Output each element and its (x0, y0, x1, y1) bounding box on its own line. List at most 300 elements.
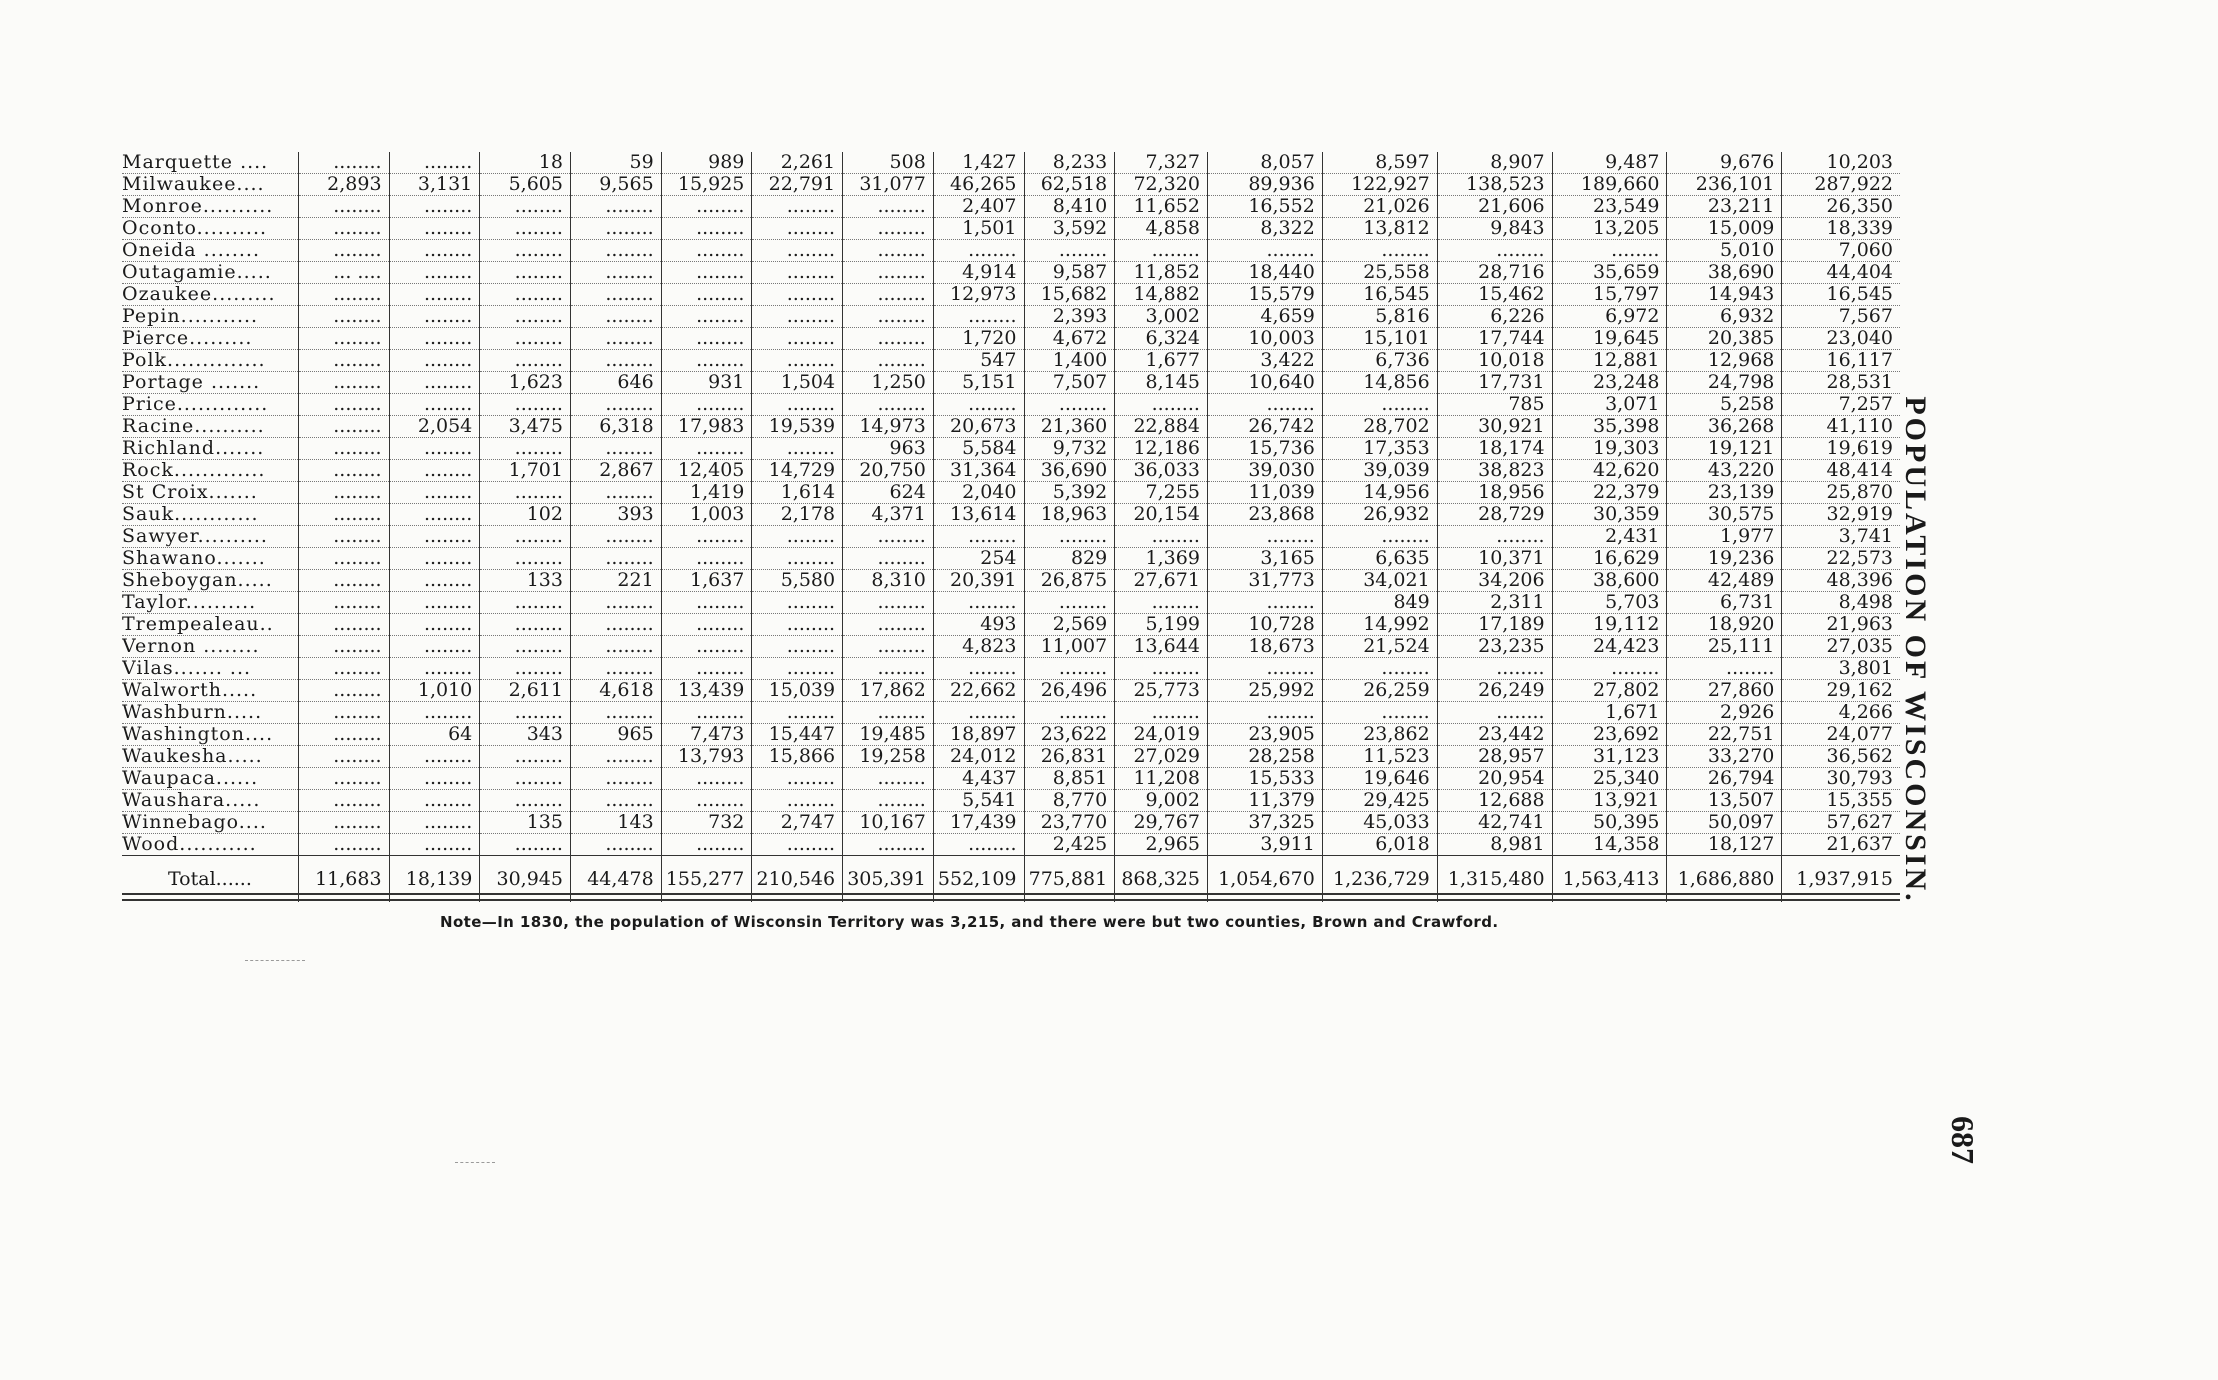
population-cell: ........ (843, 240, 934, 262)
table-row (122, 614, 1900, 636)
table-row (122, 724, 1900, 746)
population-cell: 25,558 (1322, 262, 1437, 284)
population-cell: 1,010 (389, 680, 480, 702)
population-cell: 37,325 (1207, 812, 1322, 834)
population-cell: ........ (933, 526, 1024, 548)
population-cell: 5,258 (1667, 394, 1782, 416)
population-cell: ........ (389, 702, 480, 724)
population-cell: ........ (298, 746, 389, 768)
population-cell: ........ (752, 702, 843, 724)
table-row (122, 592, 1900, 614)
population-cell: ........ (843, 834, 934, 856)
population-cell: 11,652 (1115, 196, 1208, 218)
population-cell: ........ (389, 636, 480, 658)
population-cell: 15,009 (1667, 218, 1782, 240)
table-row (122, 460, 1900, 482)
population-cell: 12,405 (661, 460, 752, 482)
table-row (122, 218, 1900, 240)
population-cell: 4,672 (1024, 328, 1115, 350)
population-cell: 26,932 (1322, 504, 1437, 526)
population-cell: ........ (389, 526, 480, 548)
population-cell: ........ (1207, 394, 1322, 416)
table-row (122, 658, 1900, 680)
population-cell: 24,019 (1115, 724, 1208, 746)
population-cell: 13,793 (661, 746, 752, 768)
population-cell: 5,605 (480, 174, 571, 196)
population-cell: 26,259 (1322, 680, 1437, 702)
population-cell: ........ (389, 438, 480, 460)
population-cell: ........ (752, 526, 843, 548)
population-cell: 23,040 (1782, 328, 1900, 350)
population-cell: 4,618 (570, 680, 661, 702)
population-cell: 62,518 (1024, 174, 1115, 196)
population-cell: 13,439 (661, 680, 752, 702)
population-cell: 24,423 (1552, 636, 1667, 658)
population-cell: 9,487 (1552, 152, 1667, 174)
population-cell: 4,266 (1782, 702, 1900, 724)
population-cell: ........ (389, 812, 480, 834)
population-cell: 28,258 (1207, 746, 1322, 768)
population-cell: ........ (570, 702, 661, 724)
population-cell: 23,139 (1667, 482, 1782, 504)
population-cell: 8,057 (1207, 152, 1322, 174)
population-cell: 18,956 (1437, 482, 1552, 504)
population-cell: 31,077 (843, 174, 934, 196)
table-row (122, 790, 1900, 812)
county-name: Winnebago.... (122, 812, 298, 834)
population-cell: 963 (843, 438, 934, 460)
population-cell: ........ (1024, 394, 1115, 416)
total-cell: 18,139 (389, 856, 480, 903)
county-name: Washburn..... (122, 702, 298, 724)
population-cell: 89,936 (1207, 174, 1322, 196)
county-name: Pierce......... (122, 328, 298, 350)
population-cell: 26,496 (1024, 680, 1115, 702)
population-cell: ........ (933, 592, 1024, 614)
population-cell: 26,350 (1782, 196, 1900, 218)
population-cell: 13,614 (933, 504, 1024, 526)
population-cell: ........ (389, 372, 480, 394)
population-cell: 41,110 (1782, 416, 1900, 438)
county-name: Waushara..... (122, 790, 298, 812)
total-cell: 775,881 (1024, 856, 1115, 903)
population-cell: ........ (298, 218, 389, 240)
population-cell: ........ (298, 152, 389, 174)
county-name: Sawyer.......... (122, 526, 298, 548)
table-row (122, 482, 1900, 504)
population-cell: 36,690 (1024, 460, 1115, 482)
population-cell: 16,552 (1207, 196, 1322, 218)
population-cell: 21,637 (1782, 834, 1900, 856)
population-cell: ........ (752, 790, 843, 812)
population-cell: 9,843 (1437, 218, 1552, 240)
population-cell: 14,992 (1322, 614, 1437, 636)
population-cell: 20,673 (933, 416, 1024, 438)
population-cell: 12,881 (1552, 350, 1667, 372)
table-row (122, 834, 1900, 856)
population-cell: ........ (843, 394, 934, 416)
population-cell: 3,165 (1207, 548, 1322, 570)
population-cell: ........ (570, 768, 661, 790)
population-cell: ........ (933, 306, 1024, 328)
population-cell: 3,592 (1024, 218, 1115, 240)
county-name: Rock............. (122, 460, 298, 482)
population-cell: ........ (389, 306, 480, 328)
population-cell: ........ (389, 394, 480, 416)
population-cell: ........ (298, 416, 389, 438)
total-cell: 30,945 (480, 856, 571, 903)
population-cell: 1,250 (843, 372, 934, 394)
population-cell: 254 (933, 548, 1024, 570)
population-cell: 8,770 (1024, 790, 1115, 812)
population-cell: ........ (752, 240, 843, 262)
population-cell: ........ (480, 218, 571, 240)
population-cell: ........ (570, 614, 661, 636)
population-cell: 1,400 (1024, 350, 1115, 372)
population-cell: 11,852 (1115, 262, 1208, 284)
total-cell: 210,546 (752, 856, 843, 903)
population-cell: 221 (570, 570, 661, 592)
population-cell: 17,983 (661, 416, 752, 438)
population-cell: 21,963 (1782, 614, 1900, 636)
population-cell: 5,703 (1552, 592, 1667, 614)
population-cell: ........ (1115, 702, 1208, 724)
population-cell: ........ (661, 526, 752, 548)
population-cell: 23,442 (1437, 724, 1552, 746)
population-cell: 15,447 (752, 724, 843, 746)
population-cell: ........ (1322, 658, 1437, 680)
population-cell: ........ (752, 218, 843, 240)
population-cell: ........ (298, 394, 389, 416)
total-row (122, 856, 1900, 903)
population-cell: 1,977 (1667, 526, 1782, 548)
population-cell: 38,690 (1667, 262, 1782, 284)
population-cell: ........ (570, 592, 661, 614)
population-cell: 22,573 (1782, 548, 1900, 570)
population-cell: ........ (661, 658, 752, 680)
population-cell: 17,439 (933, 812, 1024, 834)
population-cell: 16,629 (1552, 548, 1667, 570)
county-population-table (122, 152, 1900, 902)
population-cell: 10,728 (1207, 614, 1322, 636)
population-cell: ........ (480, 790, 571, 812)
population-cell: 5,816 (1322, 306, 1437, 328)
population-cell: ........ (389, 460, 480, 482)
population-cell: ........ (389, 790, 480, 812)
population-cell: 3,131 (389, 174, 480, 196)
county-name: Sauk............ (122, 504, 298, 526)
table-row (122, 262, 1900, 284)
population-cell: ........ (752, 196, 843, 218)
population-cell: 6,318 (570, 416, 661, 438)
population-cell: 15,579 (1207, 284, 1322, 306)
population-cell: 9,587 (1024, 262, 1115, 284)
population-cell: 189,660 (1552, 174, 1667, 196)
population-cell: 8,498 (1782, 592, 1900, 614)
county-name: Oconto.......... (122, 218, 298, 240)
population-cell: ........ (298, 680, 389, 702)
population-cell: 31,364 (933, 460, 1024, 482)
population-cell: 3,475 (480, 416, 571, 438)
population-cell: ........ (389, 218, 480, 240)
population-cell: 16,117 (1782, 350, 1900, 372)
table-row (122, 416, 1900, 438)
population-cell: ........ (1207, 240, 1322, 262)
population-cell: 11,379 (1207, 790, 1322, 812)
table-row (122, 680, 1900, 702)
population-cell: 28,957 (1437, 746, 1552, 768)
population-cell: ........ (298, 724, 389, 746)
population-cell: 30,921 (1437, 416, 1552, 438)
table-row (122, 196, 1900, 218)
population-cell: 14,956 (1322, 482, 1437, 504)
population-cell: 21,360 (1024, 416, 1115, 438)
population-cell: 17,744 (1437, 328, 1552, 350)
population-cell: ........ (389, 614, 480, 636)
population-cell: ........ (480, 658, 571, 680)
population-cell: ........ (1024, 240, 1115, 262)
population-cell: 15,039 (752, 680, 843, 702)
population-cell: 15,101 (1322, 328, 1437, 350)
population-cell: 42,741 (1437, 812, 1552, 834)
population-cell: ........ (480, 306, 571, 328)
population-cell: ........ (933, 394, 1024, 416)
population-cell: ........ (933, 834, 1024, 856)
population-cell: ........ (570, 196, 661, 218)
population-cell: 4,858 (1115, 218, 1208, 240)
population-cell: ........ (389, 570, 480, 592)
population-cell: 34,021 (1322, 570, 1437, 592)
population-cell: 6,635 (1322, 548, 1437, 570)
population-cell: ........ (752, 658, 843, 680)
population-cell: ........ (389, 504, 480, 526)
population-cell: ........ (843, 614, 934, 636)
population-cell: ........ (570, 350, 661, 372)
population-cell: 7,327 (1115, 152, 1208, 174)
population-cell: 19,646 (1322, 768, 1437, 790)
population-cell: ........ (661, 592, 752, 614)
population-cell: ........ (389, 768, 480, 790)
population-cell: 15,736 (1207, 438, 1322, 460)
population-cell: ........ (298, 240, 389, 262)
population-cell: ........ (752, 592, 843, 614)
scan-mark (455, 1162, 495, 1163)
population-cell: 1,701 (480, 460, 571, 482)
population-cell: 18,339 (1782, 218, 1900, 240)
population-cell: ........ (298, 372, 389, 394)
population-cell: 25,111 (1667, 636, 1782, 658)
table-row (122, 548, 1900, 570)
population-cell: ........ (1437, 702, 1552, 724)
population-cell: ........ (298, 812, 389, 834)
population-cell: ........ (752, 768, 843, 790)
population-cell: 10,003 (1207, 328, 1322, 350)
population-cell: 8,851 (1024, 768, 1115, 790)
population-cell: ........ (298, 548, 389, 570)
population-cell: 14,729 (752, 460, 843, 482)
population-cell: 2,867 (570, 460, 661, 482)
population-cell: 17,862 (843, 680, 934, 702)
population-cell: ........ (1322, 240, 1437, 262)
population-cell: 5,584 (933, 438, 1024, 460)
population-cell: ........ (298, 768, 389, 790)
population-cell: 17,353 (1322, 438, 1437, 460)
population-cell: 8,310 (843, 570, 934, 592)
population-cell: 11,039 (1207, 482, 1322, 504)
population-cell: ........ (298, 460, 389, 482)
population-cell: 1,369 (1115, 548, 1208, 570)
population-cell: ........ (843, 548, 934, 570)
population-cell: 15,533 (1207, 768, 1322, 790)
population-cell: ........ (661, 834, 752, 856)
population-cell: 15,925 (661, 174, 752, 196)
population-cell: ........ (752, 306, 843, 328)
population-cell: 20,750 (843, 460, 934, 482)
population-cell: 18,897 (933, 724, 1024, 746)
county-name: Marquette .... (122, 152, 269, 173)
population-cell: 2,569 (1024, 614, 1115, 636)
population-cell: ........ (661, 636, 752, 658)
population-cell: 102 (480, 504, 571, 526)
population-cell: ........ (1437, 658, 1552, 680)
population-cell: 50,395 (1552, 812, 1667, 834)
population-cell: 2,611 (480, 680, 571, 702)
population-cell: ........ (1115, 526, 1208, 548)
population-cell: 1,720 (933, 328, 1024, 350)
population-cell: 2,407 (933, 196, 1024, 218)
population-cell: 138,523 (1437, 174, 1552, 196)
table-row (122, 438, 1900, 460)
population-cell: ........ (570, 482, 661, 504)
population-cell: ........ (298, 526, 389, 548)
county-name: Washington.... (122, 724, 298, 746)
population-cell: 23,692 (1552, 724, 1667, 746)
population-cell: 43,220 (1667, 460, 1782, 482)
population-cell: 26,794 (1667, 768, 1782, 790)
population-cell: 547 (933, 350, 1024, 372)
population-cell: ........ (1024, 592, 1115, 614)
population-cell: ........ (570, 548, 661, 570)
population-cell: 8,907 (1437, 152, 1552, 174)
table-row (122, 394, 1900, 416)
population-cell: 2,965 (1115, 834, 1208, 856)
population-cell: 12,968 (1667, 350, 1782, 372)
population-cell: 1,637 (661, 570, 752, 592)
population-cell: ........ (389, 262, 480, 284)
population-cell: ........ (298, 834, 389, 856)
population-cell: 4,437 (933, 768, 1024, 790)
population-cell: 1,614 (752, 482, 843, 504)
population-cell: 2,431 (1552, 526, 1667, 548)
population-cell: ........ (389, 152, 480, 174)
population-cell: 23,770 (1024, 812, 1115, 834)
population-cell: 23,248 (1552, 372, 1667, 394)
population-cell: 24,012 (933, 746, 1024, 768)
population-cell: 16,545 (1322, 284, 1437, 306)
population-cell: ........ (570, 636, 661, 658)
population-cell: 133 (480, 570, 571, 592)
scan-mark (245, 960, 305, 961)
population-cell: 23,622 (1024, 724, 1115, 746)
total-cell: 868,325 (1115, 856, 1208, 903)
population-cell: 1,501 (933, 218, 1024, 240)
population-cell: ........ (570, 746, 661, 768)
population-cell: 19,645 (1552, 328, 1667, 350)
population-cell: ........ (843, 768, 934, 790)
population-cell: ........ (570, 438, 661, 460)
population-cell: 965 (570, 724, 661, 746)
population-cell: ........ (389, 196, 480, 218)
population-cell: ........ (570, 328, 661, 350)
population-cell: 64 (389, 724, 480, 746)
table-row (122, 702, 1900, 724)
population-cell: ........ (480, 262, 571, 284)
population-cell: 35,398 (1552, 416, 1667, 438)
population-cell: 32,919 (1782, 504, 1900, 526)
county-name: Milwaukee.... (122, 174, 298, 196)
county-name: Shawano....... (122, 548, 298, 570)
county-name: Oneida ........ (122, 240, 298, 262)
population-cell: 45,033 (1322, 812, 1437, 834)
population-cell: ........ (570, 306, 661, 328)
population-cell: 42,620 (1552, 460, 1667, 482)
population-cell: ........ (298, 196, 389, 218)
population-cell: 10,018 (1437, 350, 1552, 372)
population-cell: 19,303 (1552, 438, 1667, 460)
population-cell: 27,029 (1115, 746, 1208, 768)
table-row (122, 306, 1900, 328)
total-cell: 11,683 (298, 856, 389, 903)
county-name: Outagamie..... (122, 262, 298, 284)
population-cell: ........ (1115, 658, 1208, 680)
population-cell: 7,255 (1115, 482, 1208, 504)
population-cell: 11,007 (1024, 636, 1115, 658)
population-cell: 15,682 (1024, 284, 1115, 306)
population-cell: 7,257 (1782, 394, 1900, 416)
population-cell: ........ (661, 218, 752, 240)
population-cell: 236,101 (1667, 174, 1782, 196)
population-cell: ........ (1024, 658, 1115, 680)
population-cell: 25,870 (1782, 482, 1900, 504)
population-cell: 24,798 (1667, 372, 1782, 394)
population-cell: 7,060 (1782, 240, 1900, 262)
population-cell: 8,145 (1115, 372, 1208, 394)
total-cell: 1,937,915 (1782, 856, 1900, 903)
population-cell: ........ (480, 768, 571, 790)
population-cell: 10,640 (1207, 372, 1322, 394)
population-cell: ........ (298, 790, 389, 812)
population-cell: ........ (389, 834, 480, 856)
population-cell: 1,003 (661, 504, 752, 526)
population-cell: 989 (661, 152, 752, 174)
population-cell: 20,954 (1437, 768, 1552, 790)
page-number: 687 (1945, 1116, 1981, 1164)
population-cell: ........ (480, 240, 571, 262)
population-cell: 30,575 (1667, 504, 1782, 526)
county-name: Vernon ........ (122, 636, 298, 658)
population-cell: ........ (1667, 658, 1782, 680)
table-row (122, 504, 1900, 526)
population-cell: 5,392 (1024, 482, 1115, 504)
population-cell: 287,922 (1782, 174, 1900, 196)
population-cell: 19,112 (1552, 614, 1667, 636)
population-cell: ........ (298, 328, 389, 350)
population-cell: 46,265 (933, 174, 1024, 196)
population-cell: ........ (570, 262, 661, 284)
population-cell: 3,801 (1782, 658, 1900, 680)
county-name: Waukesha..... (122, 746, 298, 768)
population-cell: ........ (570, 834, 661, 856)
